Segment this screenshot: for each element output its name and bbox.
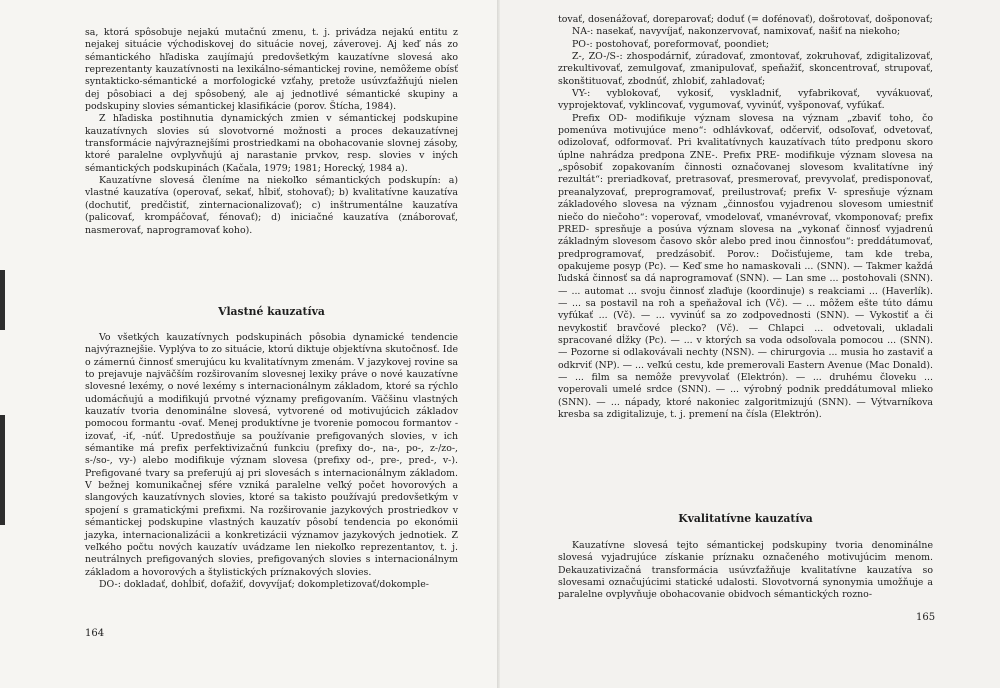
paragraph: VY-: vyblokovať, vykosiť, vyskladniť, vyfabrikovať, vyvákuovať, vyprojektovať, vyklincovať, vygumovať, vyvinúť, vyšponovať, vyfúkať. [558, 88, 933, 112]
page-number: 165 [916, 612, 936, 623]
paragraph: NA-: nasekať, navyvíjať, nakonzervovať, namixovať, našiť na niekoho; [572, 26, 901, 38]
paragraph: sa, ktorá spôsobuje nejakú mutačnú zmenu, t. j. privádza nejakú entitu z nejakej situácie východiskovej do situácie novej, záverovej. Aj keď nás zo sémantického hľadiska zaujímajú predovšetkým kauzatívne slovesá ako reprezentanty kauzatívnosti na lexikálno-sémantickej rovine, nemôžeme obísť syntakticko-sémantické a morfologické vzťahy, pretože usúvzťažňujú nielen dej pôsobiaci a dej spôsobený, ale aj jednotlivé sémantické skupiny a podskupiny slovies sémantickej klasifikácie (porov. Štícha, 1984). [85, 27, 458, 113]
section-heading: Vlastné kauzatíva [218, 305, 325, 318]
binding-edge [0, 415, 5, 525]
paragraph: Z hľadiska postihnutia dynamických zmien v sémantickej podskupine kauzatívnych slovies sú slovotvorné možnosti a proces dekauzatívnej transformácie najvýraznejšími prostriedkami na obohacovanie slovnej zásoby, ktoré paralelne ovplyvňujú aj narastanie prvkov, resp. slovies v iných sémantických podskupinách (Kačala, 1979; 1981; Horecký, 1984 a). [85, 113, 458, 174]
left-text-bottom [85, 332, 458, 591]
paragraph: tovať, dosenážovať, doreparovať; doduť (= dofénovať), došrotovať, došponovať; [558, 14, 933, 25]
paragraph: Kauzatívne slovesá tejto sémantickej podskupiny tvoria denominálne slovesá vyjadrujúce získanie príznaku označeného motivujúcim menom. Dekauzativizačná transformácia usúvzťažňuje kvalitatívne kauzatíva so slovesami označujúcimi statické udalosti. Slovotvorná synonymia umožňuje a paralelne ovplyvňuje obohacovanie obidvoch sémantických rozno- [558, 540, 933, 601]
paragraph: Vo všetkých kauzatívnych podskupinách pôsobia dynamické tendencie najvýraznejšie. Vyplýva to zo situácie, ktorú diktuje objektívna skutočnosť. Ide o zámernú činnosť smerujúcu ku kvalitatívnym zmenám. V jazykovej rovine sa to prejavuje najväčším rozširovaním slovesnej lexiky práve o nové kauzatívne slovesné lexémy, o nové lexémy s internacionálnym základom, ktoré sa rýchlo udomácňujú a modifikujú prvotné významy prefigovaním. Väčšinu vlastných kauzatív tvoria denominálne slovesá, vytvorené od motivujúcich základov pomocou formantu -ovať. Menej produktívne je tvorenie pomocou formantov -izovať, -iť, -núť. Upredostňuje sa používanie prefigovaných slovies, v ich sémantike má prefix perfektivizačnú funkciu (prefixy do-, na-, po-, z-/zo-, s-/so-, vy-) alebo modifikuje význam slovesa (prefixy od-, pre-, pred-, v-). Prefigované tvary sa preferujú aj pri slovesách s internacionálnym základom. V bežnej komunikačnej sfére vzniká paralelne veľký počet hovorových a slangových kauzatívnych slovies, ktoré sa takisto používajú predovšetkým v spojení s gramatickými prefixmi. Na rozširovanie jazykových prostriedkov v sémantickej podskupine vlastných kauzatív pôsobí tendencia po ekonómii jazyka, internacionalizácii a konkretizácii významov jazykových jednotiek. Z veľkého počtu nových kauzatív uvádzame len niekoľko reprezentantov, t. j. neutrálnych prefigovaných slovies, prefigovaných slovies s internacionálnym základom a hovorových a štylistických príznakových slovies. [85, 332, 458, 578]
right-page [500, 0, 1000, 688]
right-text-bottom [558, 540, 933, 602]
section-heading: Kvalitatívne kauzatíva [678, 512, 813, 525]
right-text-top [558, 14, 933, 421]
paragraph: Prefix OD- modifikuje význam slovesa na význam „zbaviť toho, čo pomenúva motivujúce meno“: odhlávkovať, odčerviť, odsoľovať, odvetovať, odizolovať, odformovať. Pri kvalitatívnych kauzatívach túto predponu skoro úplne nahrádza predpona ZNE-. Prefix PRE- modifikuje význam slovesa na „spôsobiť zopakovaním činnosti označovanej slovesom kvalitatívne iný rezultát“: preriadkovať, pretrasovať, presmerovať, prevyvolať, predisponovať, preanalyzovať, preprogramovať, preilustrovať; prefix V- spresňuje význam základového slovesa na význam „činnosťou vyjadrenou slovesom umiestniť niečo do niečoho“: voperovať, vmodelovať, vmanévrovať, vkomponovať; prefix PRED- spresňuje a posúva význam slovesa na „vykonať činnosť vyjadrenú základným slovesom časovo skôr alebo pred inou činnosťou“: preddátumovať, predprogramovať, predzásobiť. Porov.: Dočisťujeme, tam kde treba, opakujeme posyp (Pc). — Keď sme ho namaskovali ... (SNN). — Takmer každá ľudská činnosť sa dá naprogramovať (SNN). — Lan sme ... postohovali (SNN). — ... automat ... svoju činnosť zlaďuje (koordinuje) s reakciami ... (Haverlík). — ... sa postavil na roh a speňažoval ich (Vč). — ... môžem ešte túto dámu vyfúkať ... (Vč). — ... vyvinúť sa zo zodpovednosti (SNN). — Vykostiť a či nevykostiť bravčové plecko? (Vč). — Chlapci ... odvetovali, ukladali spracované dĺžky (Pc). — ... v ktorých sa voda odsoľovala pomocou ... (SNN). — Pozorne si odlakovávali nechty (NSN). — chirurgovia ... musia ho zastaviť a odkrviť (NP). — ... veľkú cestu, kde premerovali Eastern Avenue (Mac Donald). — ... film sa nemôže prevyvolať (Elektrón). — ... druhému človeku ... voperovali umelé srdce (SNN). — ... výrobný podnik preddátumoval mlieko (SNN). — ... nápady, ktoré nakoniec zalgoritmizujú (SNN). — Výtvarníkova kresba sa zdigitalizuje, t. j. premení na čísla (Elektrón). [558, 112, 933, 420]
page-number: 164 [85, 628, 105, 639]
paragraph: DO-: dokladať, dohĺbiť, dofažiť, dovyvíjať; dokompletizovať/dokomple- [99, 578, 429, 590]
paragraph: PO-: postohovať, poreformovať, poondiet; [572, 38, 770, 50]
left-text-top [85, 27, 458, 237]
binding-edge [0, 270, 5, 330]
paragraph: Z-, ZO-/S-: zhospodárniť, zúradovať, zmontovať, zokruhovať, zdigitalizovať, zrekultivovať, zemulgovať, zmanipulovať, speňažiť, skoncentrovať, strupovať, skonštituovať, zbodnúť, zhlobiť, zahladovať; [558, 51, 933, 87]
paragraph: Kauzatívne slovesá členíme na niekoľko sémantických podskupín: a) vlastné kauzatíva (operovať, sekať, hĺbiť, stohovať); b) kvalitatívne kauzatíva (dochutiť, predčistiť, zinternacionalizovať); c) inštrumentálne kauzatíva (palicovať, krompáčovať, fénovať); d) iniciačné kauzatíva (znáborovať, nasmerovať, naprogramovať koho). [85, 175, 458, 236]
